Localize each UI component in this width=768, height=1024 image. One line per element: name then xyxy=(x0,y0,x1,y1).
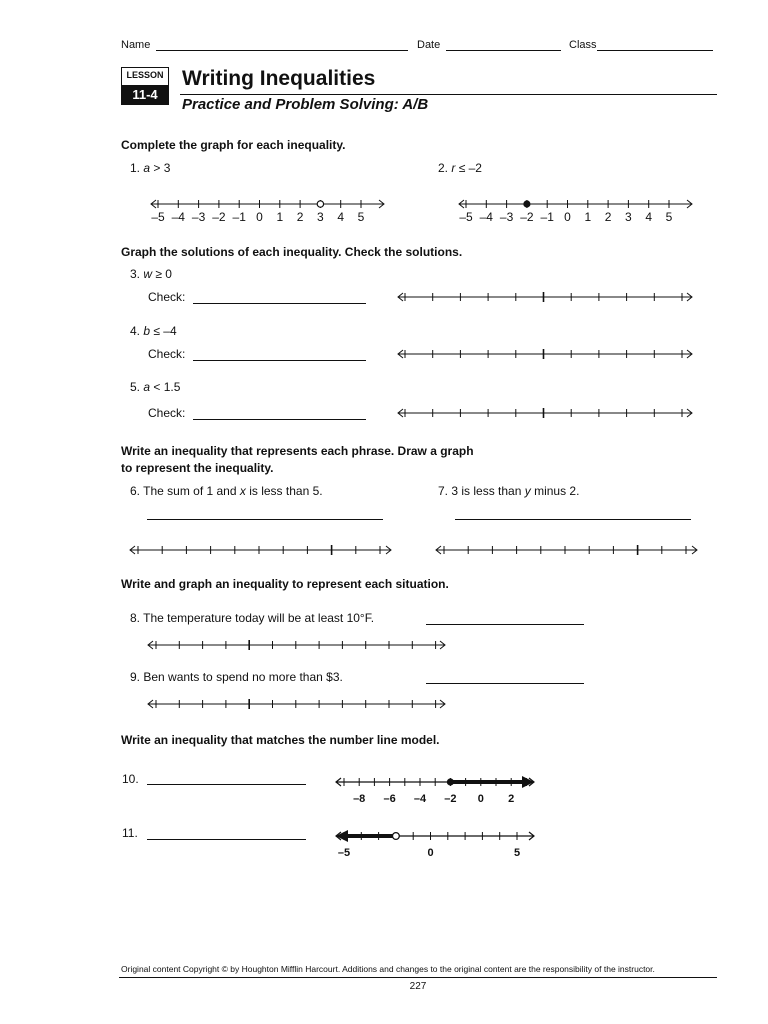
tick-label: –3 xyxy=(499,210,514,224)
tick-label: 3 xyxy=(317,210,324,224)
check-answer-line[interactable] xyxy=(193,419,366,420)
section4-instruction: Write and graph an inequality to represent each situation. xyxy=(121,577,449,591)
answer-line-problem-6[interactable] xyxy=(147,519,383,520)
answer-line-problem-8[interactable] xyxy=(426,624,584,625)
problem-number: 9. xyxy=(130,670,141,684)
tick-label: 5 xyxy=(665,210,673,224)
tick-label: –4 xyxy=(479,210,493,224)
problem-6 xyxy=(130,484,323,498)
number-line-model-11 xyxy=(334,828,538,860)
situation-text: The temperature today will be at least 10°F. xyxy=(143,611,375,625)
tick-label: 0 xyxy=(256,210,263,224)
tick-label: 4 xyxy=(645,210,653,224)
page-subtitle: Practice and Problem Solving: A/B xyxy=(182,96,429,113)
answer-line-problem-11[interactable] xyxy=(147,839,306,840)
number-line-problem-5[interactable] xyxy=(396,406,694,420)
problem-10-number: 10. xyxy=(122,772,139,786)
number-line-problem-3[interactable] xyxy=(396,290,694,304)
problem-7 xyxy=(438,484,579,498)
answer-line-problem-10[interactable] xyxy=(147,784,306,785)
inequality: ≤ –4 xyxy=(150,324,177,338)
tick-label: –1 xyxy=(232,210,246,224)
inequality: > 3 xyxy=(150,161,171,175)
tick-label: 1 xyxy=(276,210,284,224)
copyright-notice: Original content Copyright © by Houghton Mifflin Harcourt. Additions and changes to the original content are the responsibility of the instructor. xyxy=(121,964,655,974)
number-line-problem-9[interactable] xyxy=(146,697,448,711)
check-answer-line[interactable] xyxy=(193,360,366,361)
number-line-problem-4[interactable] xyxy=(396,347,694,361)
class-line[interactable] xyxy=(597,50,713,51)
phrase-start: The sum of 1 and xyxy=(143,484,240,498)
tick-label: 2 xyxy=(508,793,515,805)
tick-label: –3 xyxy=(191,210,206,224)
tick-label: –4 xyxy=(171,210,185,224)
problem-number: 7. xyxy=(438,484,449,498)
tick-label: 4 xyxy=(337,210,345,224)
section3-instruction-line2: to represent the inequality. xyxy=(121,461,274,475)
section5-instruction: Write an inequality that matches the number line model. xyxy=(121,733,440,747)
number-line-problem-7[interactable] xyxy=(434,543,700,557)
inequality: ≥ 0 xyxy=(152,267,172,281)
answer-line-problem-7[interactable] xyxy=(455,519,691,520)
page-title: Writing Inequalities xyxy=(182,67,376,90)
solution-arrowhead xyxy=(336,830,348,842)
number-line-problem-1[interactable] xyxy=(148,196,390,226)
date-line[interactable] xyxy=(446,50,561,51)
title-divider xyxy=(180,94,717,95)
footer-divider xyxy=(119,977,717,978)
tick-label: 5 xyxy=(513,847,521,859)
section3-instruction-line1: Write an inequality that represents each phrase. Draw a graph xyxy=(121,444,474,458)
problem-number: 5. xyxy=(130,380,141,394)
inequality: ≤ –2 xyxy=(455,161,482,175)
tick-label: –5 xyxy=(151,210,165,224)
tick-label: 2 xyxy=(604,210,612,224)
inequality: < 1.5 xyxy=(150,380,181,394)
closed-circle xyxy=(523,200,530,207)
answer-line-problem-9[interactable] xyxy=(426,683,584,684)
name-label: Name xyxy=(121,39,151,51)
tick-label: –2 xyxy=(444,793,457,805)
tick-label: 0 xyxy=(477,793,484,805)
tick-label: –6 xyxy=(383,793,396,805)
closed-circle xyxy=(447,778,454,785)
number-line-problem-2[interactable] xyxy=(456,196,698,226)
section1-instruction: Complete the graph for each inequality. xyxy=(121,138,346,152)
problem-3 xyxy=(130,267,172,281)
problem-4 xyxy=(130,324,177,338)
phrase-start: 3 is less than xyxy=(451,484,525,498)
check-label: Check: xyxy=(148,406,186,420)
phrase-end: is less than 5. xyxy=(245,484,323,498)
problem-8 xyxy=(130,611,374,625)
check-answer-line[interactable] xyxy=(193,303,366,304)
problem-1 xyxy=(130,161,170,175)
problem-number: 6. xyxy=(130,484,141,498)
lesson-badge xyxy=(121,67,169,105)
tick-label: –5 xyxy=(337,847,351,859)
page-number: 227 xyxy=(409,981,427,992)
tick-label: –2 xyxy=(212,210,226,224)
lesson-number: 11-4 xyxy=(122,85,168,104)
date-label: Date xyxy=(417,39,441,51)
variable: b xyxy=(143,324,151,338)
solution-arrowhead xyxy=(522,776,534,788)
section2-instruction: Graph the solutions of each inequality. Check the solutions. xyxy=(121,245,463,259)
tick-label: –1 xyxy=(540,210,554,224)
problem-number: 8. xyxy=(130,611,141,625)
phrase-end: minus 2. xyxy=(530,484,580,498)
problem-5 xyxy=(130,380,180,394)
variable: r xyxy=(451,161,456,175)
variable: a xyxy=(143,161,151,175)
tick-label: –4 xyxy=(413,793,427,805)
open-circle xyxy=(393,833,400,840)
problem-number: 4. xyxy=(130,324,141,338)
tick-label: 0 xyxy=(427,847,434,859)
problem-9 xyxy=(130,670,343,684)
variable: y xyxy=(524,484,531,498)
problem-number: 2. xyxy=(438,161,449,175)
tick-label: 5 xyxy=(357,210,365,224)
tick-label: –5 xyxy=(459,210,473,224)
variable: x xyxy=(239,484,246,498)
tick-label: 1 xyxy=(584,210,592,224)
class-label: Class xyxy=(569,39,597,51)
problem-number: 1. xyxy=(130,161,141,175)
check-label: Check: xyxy=(148,347,186,361)
tick-label: 2 xyxy=(296,210,304,224)
variable: a xyxy=(143,380,151,394)
number-line-problem-6[interactable] xyxy=(128,543,394,557)
problem-2 xyxy=(438,161,482,175)
lesson-label: LESSON xyxy=(126,70,164,80)
open-circle xyxy=(317,201,323,207)
situation-text: Ben wants to spend no more than $3. xyxy=(143,670,343,684)
number-line-model-10 xyxy=(334,774,538,806)
problem-number: 3. xyxy=(130,267,141,281)
tick-label: –8 xyxy=(353,793,366,805)
tick-label: 0 xyxy=(564,210,571,224)
check-label: Check: xyxy=(148,290,186,304)
name-line[interactable] xyxy=(156,50,408,51)
tick-label: 3 xyxy=(625,210,632,224)
tick-label: –2 xyxy=(520,210,534,224)
variable: w xyxy=(143,267,153,281)
problem-11-number: 11. xyxy=(122,826,138,840)
number-line-problem-8[interactable] xyxy=(146,638,448,652)
